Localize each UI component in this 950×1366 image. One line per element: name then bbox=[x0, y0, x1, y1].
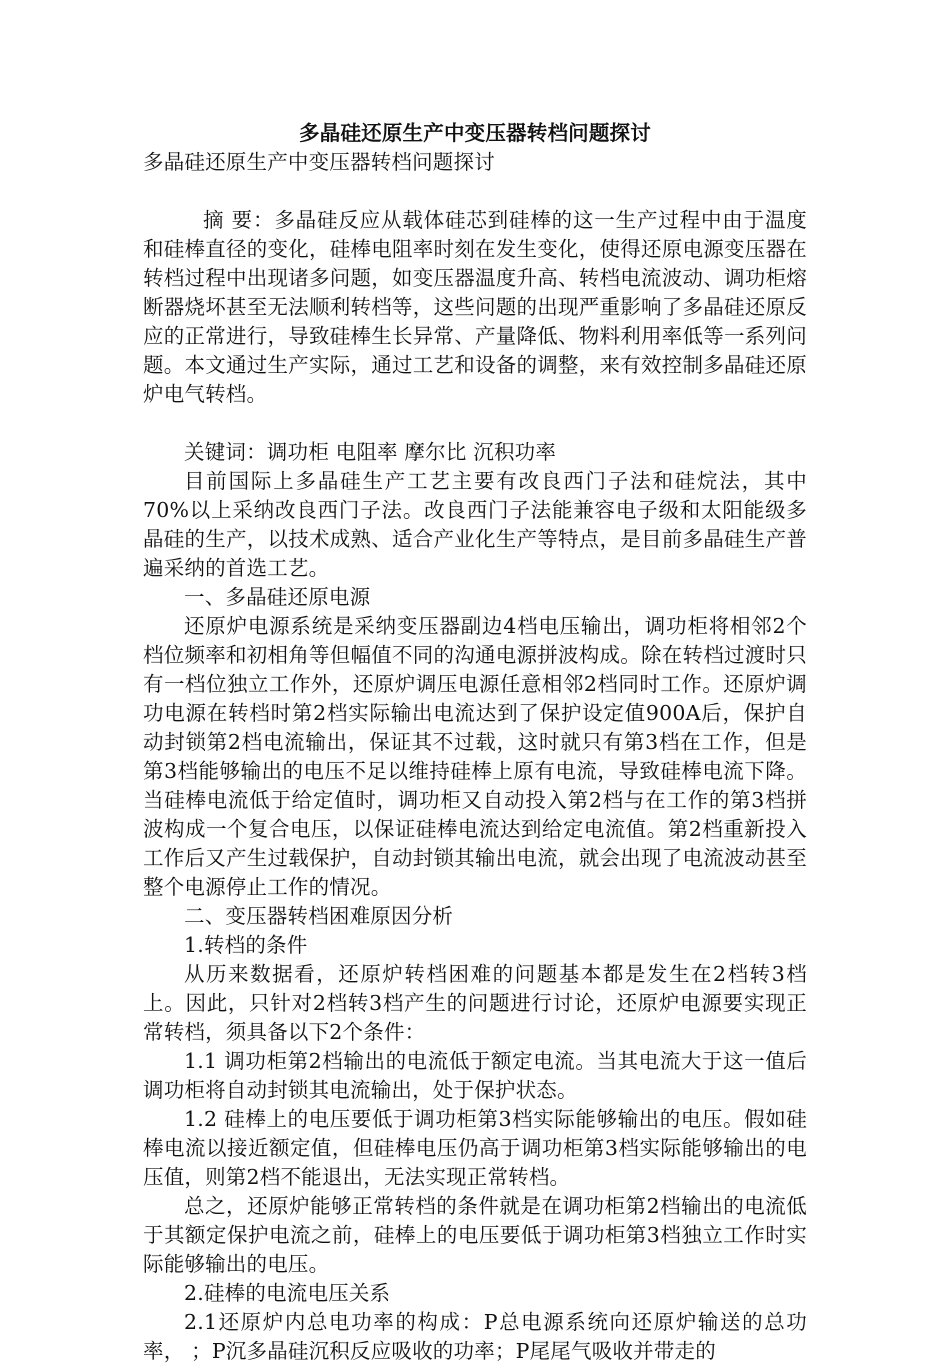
document-page bbox=[143, 118, 807, 1366]
section-1-heading: 一、多晶硅还原电源 bbox=[184, 585, 371, 609]
blank-line bbox=[143, 177, 807, 206]
condition-1-1-paragraph: 1.1 调功柜第2档输出的电流低于额定电流。当其电流大于这一值后调功柜将自动封锁其电流输出，处于保护状态。 bbox=[143, 1049, 807, 1102]
subsection-2-2-1-paragraph: 2.1还原炉内总电功率的构成：P总电源系统向还原炉输送的总功率， ；P沉多晶硅沉积反应吸收的功率；P尾尾气吸收并带走的 bbox=[143, 1310, 807, 1363]
intro-paragraph: 目前国际上多晶硅生产工艺主要有改良西门子法和硅烷法，其中70%以上采纳改良西门子法。改良西门子法能兼容电子级和太阳能级多晶硅的生产，以技术成熟、适合产业化生产等特点，是目前多晶硅生产普遍采纳的首选工艺。 bbox=[143, 469, 807, 580]
summary-paragraph: 总之，还原炉能够正常转档的条件就是在调功柜第2档输出的电流低于其额定保护电流之前，硅棒上的电压要低于调功柜第3档独立工作时实际能够输出的电压。 bbox=[143, 1194, 807, 1276]
subsection-2-1-heading: 1.转档的条件 bbox=[184, 933, 308, 957]
subsection-2-1-paragraph: 从历来数据看，还原炉转档困难的问题基本都是发生在2档转3档上。因此，只针对2档转3档产生的问题进行讨论，还原炉电源要实现正常转档，须具备以下2个条件： bbox=[143, 962, 807, 1044]
abstract-paragraph: 摘 要：多晶硅反应从载体硅芯到硅棒的这一生产过程中由于温度和硅棒直径的变化，硅棒电阻率时刻在发生变化，使得还原电源变压器在转档过程中出现诸多问题，如变压器温度升高、转档电流波动、调功柜熔断器烧坏甚至无法顺利转档等，这些问题的出现严重影响了多晶硅还原反应的正常进行，导致硅棒生长异常、产量降低、物料利用率低等一系列问题。本文通过生产实际，通过工艺和设备的调整，来有效控制多晶硅还原炉电气转档。 bbox=[143, 208, 807, 406]
blank-line bbox=[143, 409, 807, 438]
keywords-line: 关键词：调功柜 电阻率 摩尔比 沉积功率 bbox=[184, 440, 557, 464]
subsection-2-2-heading: 2.硅棒的电流电压关系 bbox=[184, 1281, 391, 1305]
section-2-heading: 二、变压器转档困难原因分析 bbox=[184, 904, 454, 928]
section-1-paragraph: 还原炉电源系统是采纳变压器副边4档电压输出，调功柜将相邻2个档位频率和初相角等但幅值不同的沟通电源拼波构成。除在转档过渡时只有一档位独立工作外，还原炉调压电源任意相邻2档同时工作。还原炉调功电源在转档时第2档实际输出电流达到了保护设定值900A后，保护自动封锁第2档电流输出，保证其不过载，这时就只有第3档在工作，但是第3档能够输出的电压不足以维持硅棒上原有电流，导致硅棒电流下降。当硅棒电流低于给定值时，调功柜又自动投入第2档与在工作的第3档拼波构成一个复合电压，以保证硅棒电流达到给定电流值。第2档重新投入工作后又产生过载保护，自动封锁其输出电流，就会出现了电流波动甚至整个电源停止工作的情况。 bbox=[143, 614, 807, 899]
document-subtitle: 多晶硅还原生产中变压器转档问题探讨 bbox=[143, 150, 495, 174]
condition-1-2-paragraph: 1.2 硅棒上的电压要低于调功柜第3档实际能够输出的电压。假如硅棒电流以接近额定值，但硅棒电压仍高于调功柜第3档实际能够输出的电压值，则第2档不能退出，无法实现正常转档。 bbox=[143, 1107, 807, 1189]
document-title: 多晶硅还原生产中变压器转档问题探讨 bbox=[299, 121, 651, 145]
